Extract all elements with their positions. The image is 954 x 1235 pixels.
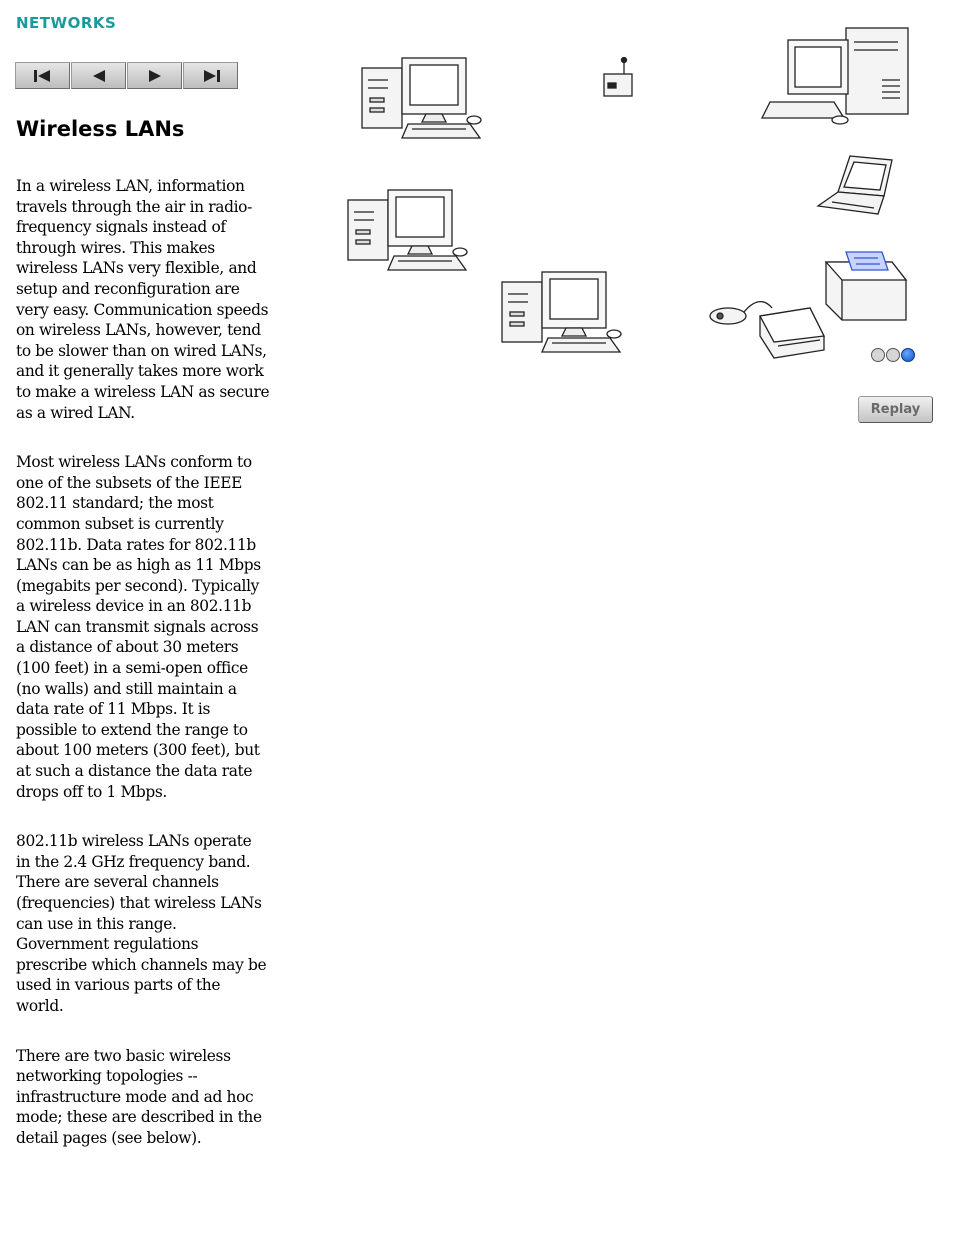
- desktop-computer-icon: [362, 58, 481, 138]
- section-label: NETWORKS: [16, 14, 117, 32]
- skip-first-icon: [30, 68, 56, 84]
- page-title: Wireless LANs: [16, 117, 185, 141]
- first-page-button[interactable]: [15, 62, 70, 89]
- wireless-lan-diagram: [340, 20, 940, 440]
- last-page-button[interactable]: [183, 62, 238, 89]
- wireless-access-point-icon: [604, 58, 632, 97]
- step-dot[interactable]: [871, 348, 885, 362]
- laser-printer-icon: [826, 252, 906, 320]
- paragraph: Most wireless LANs conform to one of the subsets of the IEEE 802.11 standard; the most common subset is currently 802.11b. Data rates for 802.11b LANs can be as high as 11 Mbps (megabits per second). Typically a wireless device in an 802.11b LAN can transmit signals across a distance of about 30 meters (100 feet) in a semi-open office (no walls) and still maintain a data rate of 11 Mbps. It is possible to extend the range to about 100 meters (300 feet), but at such a distance the data rate drops off to 1 Mbps.: [16, 453, 261, 801]
- play-back-icon: [86, 68, 112, 84]
- laptop-icon: [818, 156, 892, 214]
- inkjet-printer-icon: [760, 308, 824, 358]
- desktop-computer-icon: [502, 272, 621, 352]
- paragraph: There are two basic wireless networking topologies -- infrastructure mode and ad hoc mode; these are described in the detail pages (see below).: [16, 1046, 262, 1147]
- replay-button[interactable]: Replay: [858, 396, 933, 423]
- previous-page-button[interactable]: [71, 62, 126, 89]
- skip-last-icon: [198, 68, 224, 84]
- step-dot[interactable]: [886, 348, 900, 362]
- paragraph: In a wireless LAN, information travels through the air in radio-frequency signals instead of through wires. This makes wireless LANs very flexible, and setup and reconfiguration are very easy. Communication speeds on wireless LANs, however, tend to be slower than on wired LANs, and it generally takes more work to make a wireless LAN as secure as a wired LAN.: [16, 177, 270, 422]
- step-dot-active[interactable]: [901, 348, 915, 362]
- tower-computer-icon: [762, 28, 908, 124]
- article-body: [16, 176, 270, 1178]
- desktop-computer-icon: [348, 190, 467, 270]
- step-indicator: [871, 348, 915, 362]
- navigation-bar: [15, 62, 238, 89]
- play-forward-icon: [142, 68, 168, 84]
- next-page-button[interactable]: [127, 62, 182, 89]
- paragraph: 802.11b wireless LANs operate in the 2.4 GHz frequency band. There are several channels (frequencies) that wireless LANs can use in this range. Government regulations prescribe which channels may be used in various parts of the world.: [16, 832, 267, 1015]
